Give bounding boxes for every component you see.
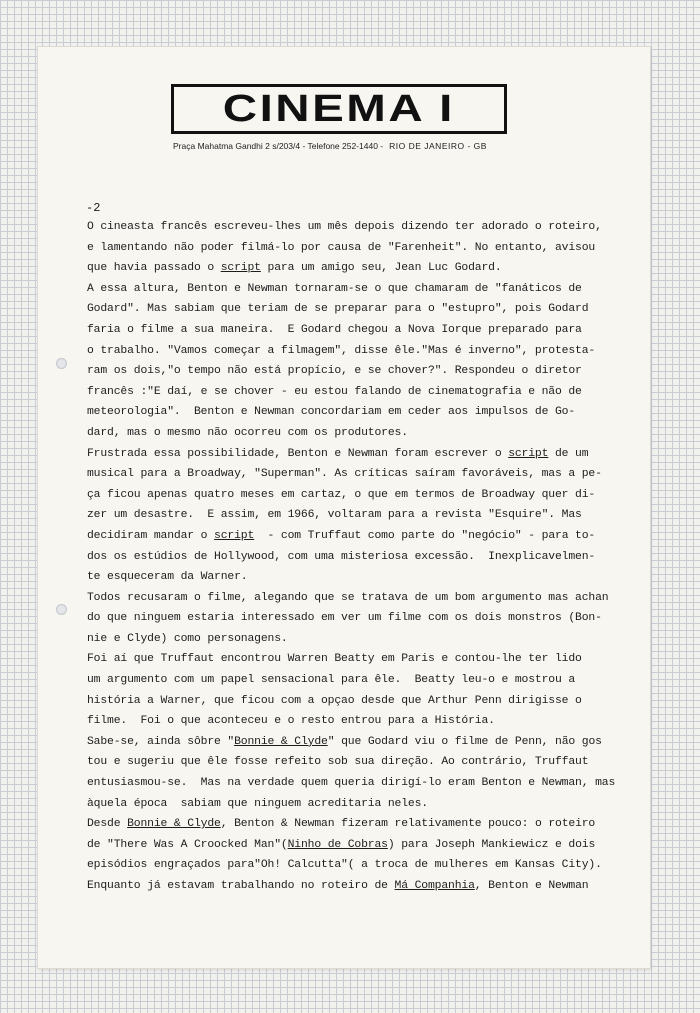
letterhead-title: CINEMA I	[223, 87, 455, 130]
text-line: zer um desastre. E assim, em 1966, voltaram para a revista "Esquire". Mas	[87, 509, 582, 522]
text-line: te esqueceram da Warner.	[87, 571, 248, 584]
address-text: Praça Mahatma Gandhi 2 s/203/4 - Telefone 252-1440 -	[173, 141, 384, 151]
typewritten-page	[38, 47, 650, 968]
text-line: e lamentando não poder filmá-lo por causa de "Farenheit". No entanto, avisou	[87, 241, 596, 254]
text-line: o trabalho. "Vamos começar a filmagem", disse êle."Mas é inverno", protesta-	[87, 344, 596, 357]
text-line: um argumento com um papel sensacional para êle. Beatty leu-o e mostrou a	[87, 674, 576, 687]
text-line: de "There Was A Croocked Man"(Ninho de Cobras) para Joseph Mankiewicz e dois	[87, 838, 596, 851]
text-line: história a Warner, que ficou com a opçao desde que Arthur Penn dirigisse o	[87, 694, 582, 707]
text-line: nie e Clyde) como personagens.	[87, 632, 288, 645]
text-line: àquela época sabiam que ninguem acreditaria neles.	[87, 797, 428, 810]
text-line: Foi aí que Truffaut encontrou Warren Beatty em Paris e contou-lhe ter lido	[87, 653, 582, 666]
text-line: ram os dois,"o tempo não está propício, e se chover?". Respondeu o diretor	[87, 365, 582, 378]
underlined-phrase: script	[220, 262, 261, 275]
letterhead-address	[173, 141, 573, 151]
address-city: RIO DE JANEIRO - GB	[389, 141, 487, 151]
text-line: Todos recusaram o filme, alegando que se tratava de um bom argumento mas achan	[87, 591, 609, 604]
text-line: Godard". Mas sabiam que teriam de se preparar para o "estupro", pois Godard	[87, 303, 589, 316]
text-line: ça ficou apenas quatro meses em cartaz, o que em termos de Broadway quer di-	[87, 488, 596, 501]
text-line: O cineasta francês escreveu-lhes um mês depois dizendo ter adorado o roteiro,	[87, 221, 602, 233]
text-line: A essa altura, Benton e Newman tornaram-se o que chamaram de "fanáticos de	[87, 282, 582, 295]
page-number: -2	[86, 201, 101, 215]
text-line: faria o filme a sua maneira. E Godard chegou a Nova Iorque preparado para	[87, 323, 582, 336]
underlined-phrase: script	[214, 529, 255, 542]
text-line: Enquanto já estavam trabalhando no roteiro de Má Companhia, Benton e Newman	[87, 880, 589, 892]
underlined-phrase: Bonnie & Clyde	[127, 818, 221, 831]
text-line: Sabe-se, ainda sôbre "Bonnie & Clyde" que Godard viu o filme de Penn, não gos	[87, 735, 602, 748]
text-line: episódios engraçados para"Oh! Calcutta"( a troca de mulheres em Kansas City).	[87, 859, 602, 872]
text-line: do que ninguem estaria interessado em ver um filme com os dois monstros (Bon-	[87, 612, 602, 625]
text-line: entusiasmou-se. Mas na verdade quem queria dirigí-lo eram Benton e Newman, mas	[87, 777, 616, 790]
text-line: musical para a Broadway, "Superman". As críticas saíram favoráveis, mas a pe-	[87, 468, 602, 481]
underlined-phrase: script	[508, 447, 549, 460]
text-line: Desde Bonnie & Clyde, Benton & Newman fizeram relativamente pouco: o roteiro	[87, 818, 596, 831]
punch-hole	[56, 604, 67, 615]
text-line: dos os estúdios de Hollywood, com uma misteriosa excessão. Inexplicavelmen-	[87, 550, 596, 563]
text-line: que havia passado o script para um amigo seu, Jean Luc Godard.	[87, 262, 502, 275]
text-line: decidiram mandar o script - com Truffaut como parte do "negócio" - para to-	[87, 529, 596, 542]
underlined-phrase: Má Companhia	[394, 880, 475, 892]
text-line: dard, mas o mesmo não ocorreu com os produtores.	[87, 426, 408, 439]
punch-hole	[56, 358, 67, 369]
text-line: tou e sugeriu que êle fosse refeito sob sua direção. Ao contrário, Truffaut	[87, 756, 589, 769]
typed-text-body	[87, 217, 647, 897]
letterhead-logo	[171, 84, 507, 134]
text-line: filme. Foi o que aconteceu e o resto entrou para a História.	[87, 715, 495, 728]
text-line: francês :"E daí, e se chover - eu estou falando de cinematografia e não de	[87, 385, 582, 398]
underlined-phrase: Ninho de Cobras	[287, 838, 388, 851]
text-line: Frustrada essa possibilidade, Benton e Newman foram escrever o script de um	[87, 447, 589, 460]
underlined-phrase: Bonnie & Clyde	[234, 735, 328, 748]
text-line: meteorologia". Benton e Newman concordariam em ceder aos impulsos de Go-	[87, 406, 576, 419]
